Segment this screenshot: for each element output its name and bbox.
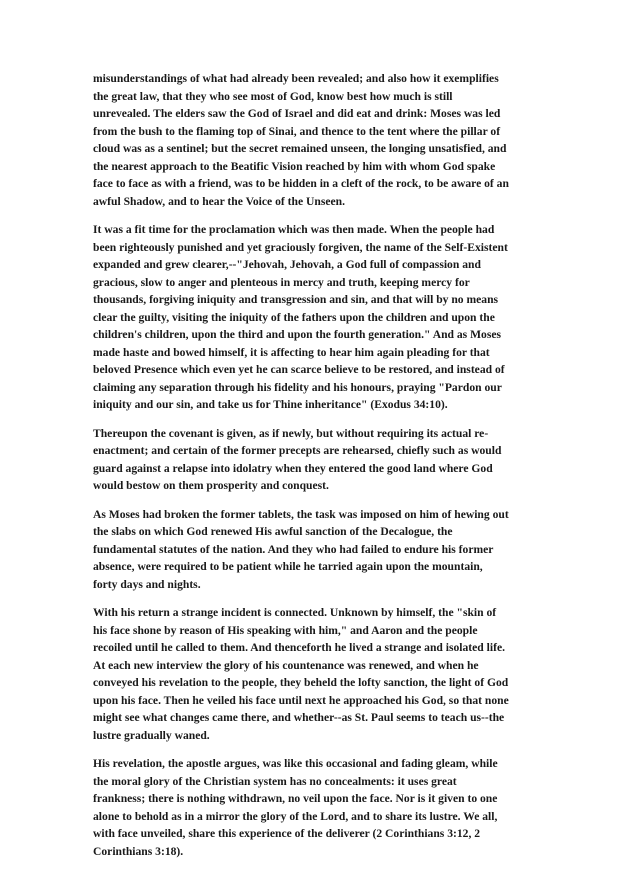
text-line: made haste and bowed himself, it is affecting to hear him again pleading for that [93, 345, 490, 359]
paragraph-1 [93, 70, 548, 210]
text-line: with face unveiled, share this experience of the deliverer (2 Corinthians 3:12, 2 [93, 827, 481, 840]
paragraph-6 [93, 755, 548, 860]
text-line: absence, were required to be patient while he tarried again upon the mountain, [93, 560, 483, 573]
text-line: the slabs on which God renewed His awful sanction of the Decalogue, the [93, 525, 453, 538]
text-line: fundamental statutes of the nation. And they who had failed to endure his former [93, 542, 494, 556]
text-line: conveyed his revelation to the people, they beheld the lofty sanction, the light of God [93, 676, 509, 689]
text-line: forty days and nights. [93, 577, 201, 591]
text-line: frankness; there is nothing withdrawn, no veil upon the face. Nor is it given to one [93, 792, 498, 805]
text-line: clear the guilty, visiting the iniquity of the fathers upon the children and upon the [93, 310, 495, 324]
text-line: gracious, slow to anger and plenteous in mercy and truth, keeping mercy for [93, 275, 470, 289]
text-line: would bestow on them prosperity and conquest. [93, 479, 329, 492]
text-line: from the bush to the flaming top of Sinai, and thence to the tent where the pillar of [93, 124, 501, 138]
text-line: claiming any separation through his fidelity and his honours, praying "Pardon our [93, 380, 502, 394]
document-page [93, 70, 548, 871]
text-line: unrevealed. The elders saw the God of Israel and did eat and drink: Moses was led [93, 107, 501, 120]
text-line: At each new interview the glory of his countenance was renewed, and when he [93, 658, 479, 672]
paragraph-5 [93, 604, 548, 744]
text-line: It was a fit time for the proclamation which was then made. When the people had [93, 223, 495, 236]
text-line: might see what changes came there, and whether--as St. Paul seems to teach us--the [93, 711, 505, 724]
text-line: the nearest approach to the Beatific Vision reached by him with whom God spake [93, 159, 496, 173]
text-line: Thereupon the covenant is given, as if newly, but without requiring its actual re- [93, 426, 489, 440]
text-line: cloud was as a sentinel; but the secret remained unseen, the longing unsatisfied, and [93, 142, 507, 155]
text-line: guard against a relapse into idolatry when they entered the good land where God [93, 461, 493, 475]
text-line: face to face as with a friend, was to be hidden in a cleft of the rock, to be aware of an [93, 177, 509, 190]
text-line: the moral glory of the Christian system has no concealments: it uses great [93, 774, 457, 788]
text-line: the great law, that they who see most of God, know best how much is still [93, 89, 453, 103]
text-line: lustre gradually waned. [93, 728, 210, 742]
text-line: expanded and grew clearer,--"Jehovah, Jehovah, a God full of compassion and [93, 258, 481, 271]
text-line: As Moses had broken the former tablets, the task was imposed on him of hewing out [93, 507, 509, 521]
paragraph-4 [93, 506, 548, 594]
text-line: alone to behold as in a mirror the glory of the Lord, and to share its lustre. We all, [93, 809, 498, 823]
text-line: enactment; and certain of the former precepts are rehearsed, chiefly such as would [93, 444, 502, 457]
text-line: thousands, forgiving iniquity and transgression and sin, and that will by no means [93, 293, 499, 306]
text-line: With his return a strange incident is connected. Unknown by himself, the "skin of [93, 606, 497, 619]
text-line: His revelation, the apostle argues, was like this occasional and fading gleam, while [93, 757, 498, 770]
text-line: beloved Presence which even yet he can scarce believe to be restored, and instead of [93, 363, 505, 376]
text-line: his face shone by reason of His speaking with him," and Aaron and the people [93, 623, 478, 637]
text-line: Corinthians 3:18). [93, 844, 184, 858]
paragraph-2 [93, 221, 548, 414]
paragraph-3 [93, 425, 548, 495]
text-line: misunderstandings of what had already been revealed; and also how it exemplifies [93, 72, 499, 85]
text-line: been righteously punished and yet graciously forgiven, the name of the Self-Existent [93, 240, 508, 254]
text-line: awful Shadow, and to hear the Voice of the Unseen. [93, 194, 345, 208]
text-line: upon his face. Then he veiled his face until next he approached his God, so that none [93, 693, 509, 707]
text-line: recoiled until he called to them. And thenceforth he lived a strange and isolated life. [93, 641, 505, 654]
text-line: iniquity and our sin, and take us for Thine inheritance" (Exodus 34:10). [93, 398, 448, 411]
text-line: children's children, upon the third and upon the fourth generation." And as Moses [93, 328, 501, 341]
